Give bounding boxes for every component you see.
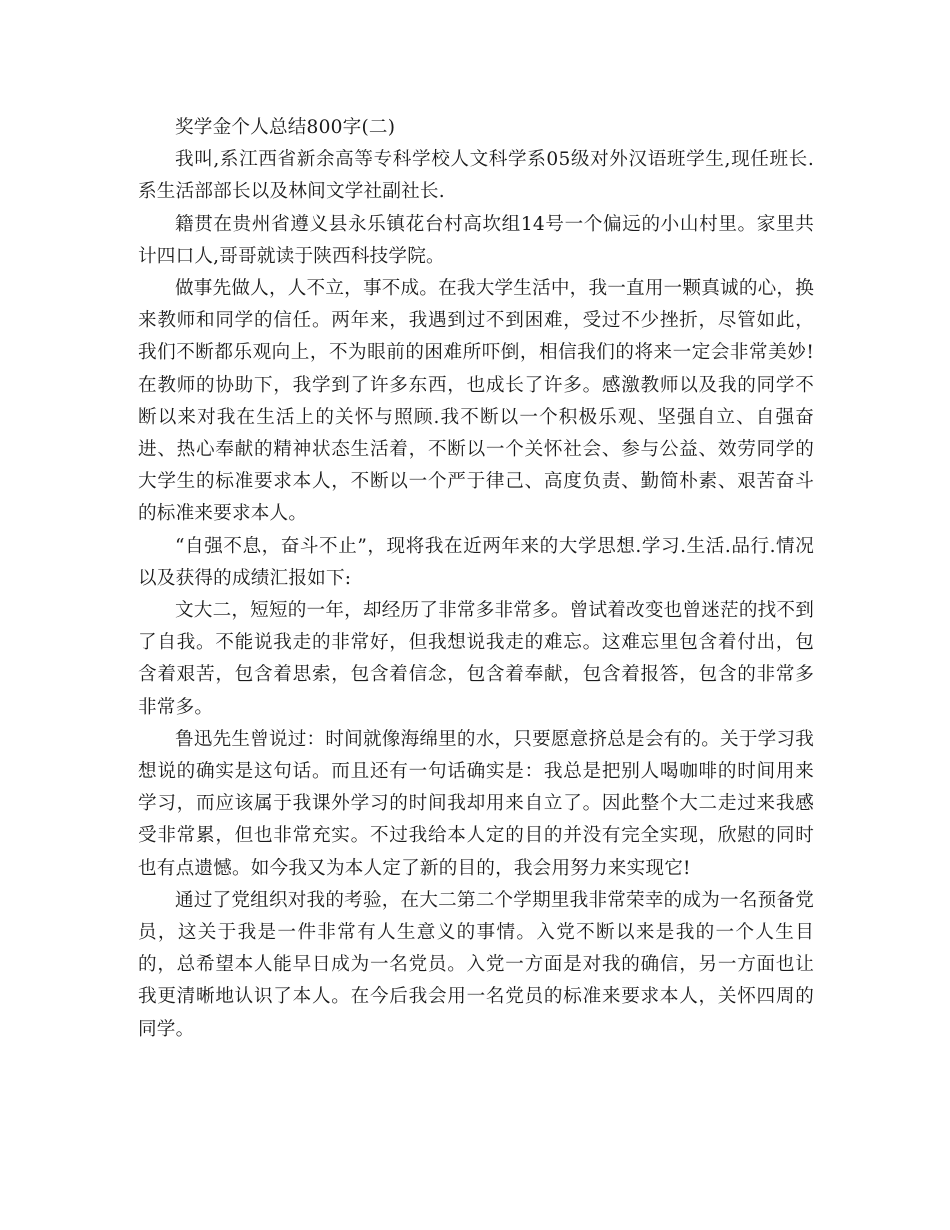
paragraph-study: 鲁迅先生曾说过：时间就像海绵里的水，只要愿意挤总是会有的。关于学习我想说的确实是这句话。而且还有一句话确实是：我总是把别人喝咖啡的时间用来学习，而应该属于我课外学习的时间我却用来自立了。因此整个大二走过来我感受非常累，但也非常充实。不过我给本人定的目的并没有完全实现，欣慰的同时也有点遗憾。如今我又为本人定了新的目的，我会用努力来实现它! [138,728,814,879]
paragraph-hometown: 籍贯在贵州省遵义县永乐镇花台村高坎组14号一个偏远的小山村里。家里共计四口人,哥哥就读于陕西科技学院。 [138,213,814,267]
paragraph-report-intro: “自强不息，奋斗不止”，现将我在近两年来的大学思想.学习.生活.品行.情况以及获得的成绩汇报如下: [138,535,814,589]
paragraph-party-membership: 通过了党组织对我的考验，在大二第二个学期里我非常荣幸的成为一名预备党员，这关于我是一件非常有人生意义的事情。入党不断以来是我的一个人生目的，总希望本人能早日成为一名党员。入党一方面是对我的确信，另一方面也让我更清晰地认识了本人。在今后我会用一名党员的标准来要求本人，关怀四周的同学。 [138,889,814,1040]
document-body [138,112,814,1046]
paragraph-sophomore-year: 文大二，短短的一年，却经历了非常多非常多。曾试着改变也曾迷茫的找不到了自我。不能说我走的非常好，但我想说我走的难忘。这难忘里包含着付出，包含着艰苦，包含着思索，包含着信念，包含着奉献，包含着报答，包含的非常多非常多。 [138,600,814,718]
paragraph-character: 做事先做人，人不立，事不成。在我大学生活中，我一直用一颗真诚的心，换来教师和同学的信任。两年来，我遇到过不到困难，受过不少挫折，尽管如此，我们不断都乐观向上，不为眼前的困难所吓倒，相信我们的将来一定会非常美妙!在教师的协助下，我学到了许多东西，也成长了许多。感激教师以及我的同学不断以来对我在生活上的关怀与照顾.我不断以一个积极乐观、坚强自立、自强奋进、热心奉献的精神状态生活着，不断以一个关怀社会、参与公益、效劳同学的大学生的标准要求本人，不断以一个严于律己、高度负责、勤简朴素、艰苦奋斗的标准来要求本人。 [138,278,814,525]
document-title: 奖学金个人总结800字(二) [175,117,396,138]
paragraph-self-introduction: 我叫,系江西省新余高等专科学校人文科学系05级对外汉语班学生,现任班长.系生活部部长以及林间文学社副社长. [138,149,814,203]
